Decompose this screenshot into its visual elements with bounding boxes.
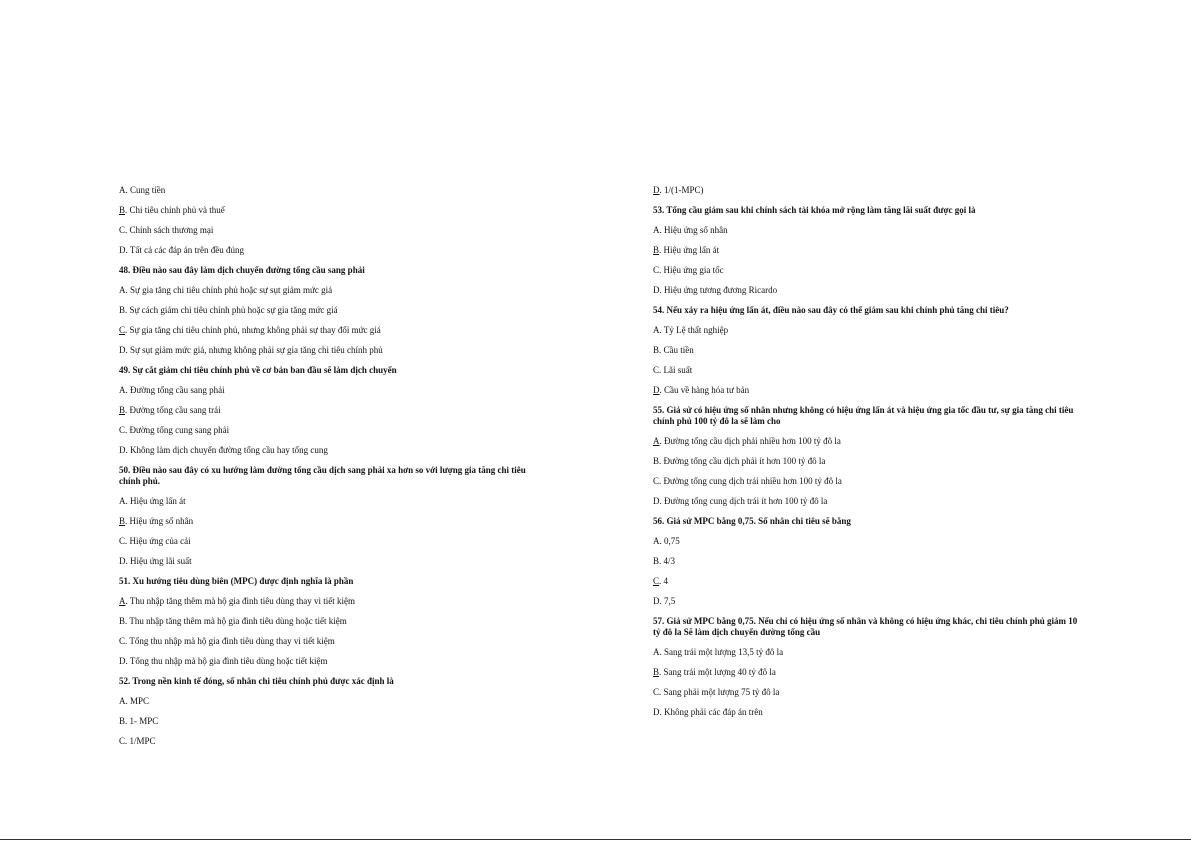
answer-letter: C [653, 576, 660, 586]
line-text: . Hiệu ứng lấn át [659, 245, 720, 255]
answer-letter: B [653, 667, 660, 677]
answer-option [653, 345, 1083, 356]
answer-option [653, 385, 1083, 396]
line-text: B. Đường tổng cầu dịch phải ít hơn 100 tỷ đô la [653, 456, 826, 466]
line-text: B. 1- MPC [119, 716, 159, 726]
line-text: A. MPC [119, 696, 150, 706]
answer-option [653, 325, 1083, 336]
line-text: D. Tổng thu nhập mà hộ gia đình tiêu dùng hoặc tiết kiệm [119, 656, 328, 666]
line-text: C. Đường tổng cung dịch trái nhiều hơn 100 tỷ đô la [653, 476, 842, 486]
answer-option [119, 636, 549, 647]
line-text: A. Đường tổng cầu sang phải [119, 385, 225, 395]
line-text: B. Sự cách giảm chi tiêu chính phủ hoặc sự gia tăng mức giá [119, 305, 338, 315]
line-text: D. 7,5 [653, 596, 676, 606]
question-text [119, 576, 549, 587]
answer-option [653, 596, 1083, 607]
answer-option [119, 345, 549, 356]
line-text: D. Đường tổng cung dịch trái ít hơn 100 tỷ đô la [653, 496, 828, 506]
answer-option [653, 245, 1083, 256]
answer-option [119, 656, 549, 667]
line-text: D. Sự sụt giảm mức giá, nhưng không phải sự gia tăng chi tiêu chính phủ [119, 345, 383, 355]
answer-option [119, 596, 549, 607]
answer-option [653, 365, 1083, 376]
line-text: C. Sang phải một lượng 75 tỷ đô la [653, 687, 780, 697]
line-text: . Đường tổng cầu sang trái [125, 405, 221, 415]
line-text: B. Thu nhập tăng thêm mà hộ gia đình tiêu dùng hoặc tiết kiệm [119, 616, 347, 626]
line-text: C. Hiệu ứng gia tốc [653, 265, 724, 275]
answer-option [119, 405, 549, 416]
line-text: A. Sự gia tăng chi tiêu chính phủ hoặc sự sụt giảm mức giá [119, 285, 333, 295]
answer-letter: B [653, 245, 660, 255]
line-text: A. Hiệu ứng số nhân [653, 225, 728, 235]
line-text: . 1/(1-MPC) [659, 185, 704, 195]
line-text: 51. Xu hướng tiêu dùng biên (MPC) được định nghĩa là phần [119, 576, 354, 586]
answer-option [119, 385, 549, 396]
answer-option [653, 576, 1083, 587]
question-text [119, 365, 549, 376]
line-text: . 4 [659, 576, 669, 586]
line-text: . Đường tổng cầu dịch phải nhiều hơn 100 tỷ đô la [659, 436, 841, 446]
line-text: A. Tỷ Lệ thất nghiệp [653, 325, 729, 335]
answer-option [653, 476, 1083, 487]
answer-letter: A [653, 436, 660, 446]
answer-option [653, 225, 1083, 236]
line-text: 56. Giả sử MPC bằng 0,75. Số nhân chi tiêu sẽ bằng [653, 516, 851, 526]
answer-option [119, 556, 549, 567]
answer-option [119, 536, 549, 547]
answer-option [119, 245, 549, 256]
answer-option [653, 687, 1083, 698]
line-text: 49. Sự cắt giảm chi tiêu chính phủ về cơ bản ban đầu sẽ làm dịch chuyển [119, 365, 397, 375]
answer-option [119, 225, 549, 236]
answer-option [119, 696, 549, 707]
line-text: D. Tất cả các đáp án trên đều đúng [119, 245, 245, 255]
question-text [119, 676, 549, 687]
question-text [653, 616, 1083, 638]
question-text [119, 465, 549, 487]
answer-option [119, 496, 549, 507]
answer-option [119, 425, 549, 436]
line-text: C. Hiệu ứng của cải [119, 536, 191, 546]
line-text: A. Hiệu ứng lấn át [119, 496, 186, 506]
answer-option [653, 707, 1083, 718]
answer-option [119, 736, 549, 747]
answer-letter: B [119, 405, 126, 415]
answer-option [653, 456, 1083, 467]
line-text: . Cầu về hàng hóa tư bản [659, 385, 750, 395]
answer-option [653, 647, 1083, 658]
question-text [119, 265, 549, 276]
answer-letter: D [653, 385, 660, 395]
line-text: 52. Trong nền kinh tế đóng, số nhân chi tiêu chính phủ được xác định là [119, 676, 394, 686]
answer-option [653, 436, 1083, 447]
answer-option [119, 325, 549, 336]
line-text: 50. Điều nào sau đây có xu hướng làm đường tổng cầu dịch sang phải xa hơn so với lượng gia tăng chi tiêu chính phủ. [119, 465, 526, 486]
answer-option [653, 667, 1083, 678]
line-text: D. Hiệu ứng tương đương Ricardo [653, 285, 778, 295]
line-text: 48. Điều nào sau đây làm dịch chuyển đường tổng cầu sang phải [119, 265, 365, 275]
line-text: A. Cung tiền [119, 185, 166, 195]
answer-option [119, 516, 549, 527]
answer-option [119, 305, 549, 316]
line-text: . Sang trái một lượng 40 tỷ đô la [659, 667, 776, 677]
line-text: C. Tổng thu nhập mà hộ gia đình tiêu dùng thay vì tiết kiệm [119, 636, 335, 646]
answer-option [653, 285, 1083, 296]
answer-letter: B [119, 516, 126, 526]
line-text: A. 0,75 [653, 536, 680, 546]
page-bottom-border [0, 839, 1191, 840]
answer-option [119, 185, 549, 196]
line-text: 57. Giả sử MPC bằng 0,75. Nếu chỉ có hiệu ứng số nhân và không có hiệu ứng khác, chi tiêu chính phủ giảm 10 tỷ đô la Sẽ làm dịch chuyển đường tổng cầu [653, 616, 1078, 637]
answer-letter: D [653, 185, 660, 195]
answer-option [119, 716, 549, 727]
answer-option [119, 285, 549, 296]
line-text: 54. Nếu xảy ra hiệu ứng lấn át, điều nào sau đây có thể giảm sau khi chính phủ tăng chi tiêu? [653, 305, 1009, 315]
answer-letter: C [119, 325, 126, 335]
answer-letter: A [119, 596, 126, 606]
line-text: C. 1/MPC [119, 736, 156, 746]
answer-option [119, 616, 549, 627]
answer-option [653, 265, 1083, 276]
line-text: . Sự gia tăng chi tiêu chính phủ, nhưng không phải sự thay đổi mức giá [125, 325, 381, 335]
question-text [653, 405, 1083, 427]
line-text: D. Không phải các đáp án trên [653, 707, 763, 717]
line-text: 53. Tổng cầu giảm sau khi chính sách tài khóa mở rộng làm tăng lãi suất được gọi là [653, 205, 976, 215]
line-text: C. Đường tổng cung sang phải [119, 425, 230, 435]
answer-letter: B [119, 205, 126, 215]
right-column [653, 185, 1083, 727]
line-text: B. 4/3 [653, 556, 676, 566]
answer-option [119, 445, 549, 456]
line-text: . Hiệu ứng số nhân [125, 516, 194, 526]
line-text: C. Chính sách thương mại [119, 225, 214, 235]
line-text: . Thu nhập tăng thêm mà hộ gia đình tiêu dùng thay vì tiết kiệm [125, 596, 356, 606]
answer-option [653, 536, 1083, 547]
line-text: B. Cầu tiền [653, 345, 694, 355]
line-text: D. Không làm dịch chuyển đường tổng cầu hay tổng cung [119, 445, 328, 455]
line-text: A. Sang trái một lượng 13,5 tỷ đô la [653, 647, 784, 657]
line-text: C. Lãi suất [653, 365, 693, 375]
answer-option [653, 556, 1083, 567]
answer-option [119, 205, 549, 216]
question-text [653, 516, 1083, 527]
line-text: D. Hiệu ứng lãi suất [119, 556, 192, 566]
line-text: 55. Giả sử có hiệu ứng số nhân nhưng không có hiệu ứng lấn át và hiệu ứng gia tốc đầu tư, sự gia tăng chi tiêu chính phủ 100 tỷ đô la sẽ làm cho [653, 405, 1074, 426]
question-text [653, 205, 1083, 216]
answer-option [653, 496, 1083, 507]
answer-option [653, 185, 1083, 196]
line-text: . Chi tiêu chính phủ và thuế [125, 205, 225, 215]
left-column [119, 185, 549, 756]
question-text [653, 305, 1083, 316]
